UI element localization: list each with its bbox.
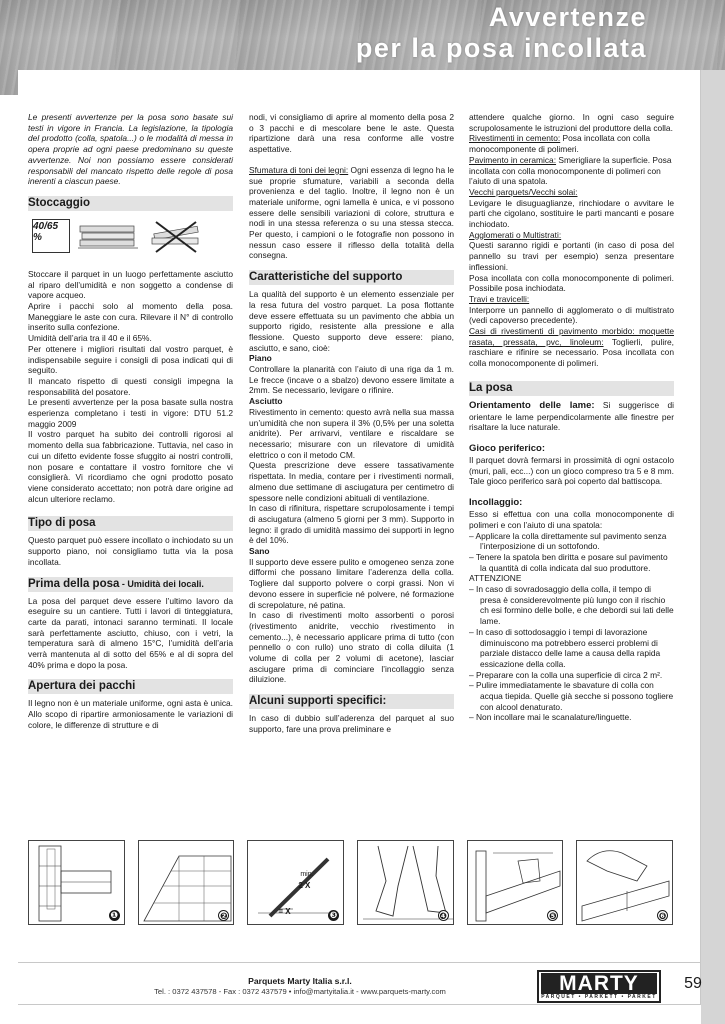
incoll-list bbox=[469, 531, 674, 574]
morbido-text: Toglierli, pulire, raschiare e rifinire se necessario. Posa incollata con colla monocomponente di polimeri. bbox=[469, 336, 674, 369]
label-2x: 2 X bbox=[298, 881, 311, 890]
label-min: min. bbox=[300, 871, 314, 878]
illustrations-row bbox=[28, 840, 673, 925]
marty-logo bbox=[537, 970, 661, 1003]
step-number: ❸ bbox=[329, 910, 338, 920]
prima-heading-sub: - Umidità dei locali. bbox=[119, 578, 204, 589]
tipo-posa-text: Questo parquet può essere incollato o inchiodato su un supporto piano, noi consigliamo tutta via la posa incollata. bbox=[28, 535, 233, 567]
agglom-text: Questi saranno rigidi e portanti (in caso di posa del pannello su travi per esempio) senza presentare inflessioni. bbox=[469, 240, 674, 272]
step-number: ❹ bbox=[439, 911, 447, 921]
illustration-5 bbox=[467, 840, 564, 925]
heading-la-posa: La posa bbox=[469, 381, 674, 396]
col3-p1: attendere qualche giorno. In ogni caso seguire scrupolosamente le istruzioni del produttore della colla. bbox=[469, 112, 674, 133]
sano-p2: In caso di rivestimenti molto assorbenti o porosi (rivestimento anidrite, vecchio rivestimento in cemento...), è necessario applicare prima di tutto (con pennello o con rullo) uno strato di colla diluita (1 volume di colla per 2 volumi di acetone), lasciar asciugare prima di cominciare l’incollaggio senza diluizione. bbox=[249, 610, 454, 685]
sano-label: Sano bbox=[249, 546, 270, 557]
orient-paragraph bbox=[469, 400, 674, 433]
gioco-label: Gioco periferico: bbox=[469, 442, 546, 454]
step-number: ❻ bbox=[658, 911, 667, 921]
list-item: – Pulire immediatamente le sbavature di colla con acqua tiepida. Quelle già secche si possono togliere con alcool denaturato. bbox=[469, 680, 674, 712]
stoccaggio-p5: Il mancato rispetto di questi consigli impegna la responsabilità del posatore. bbox=[28, 375, 233, 397]
col2-p1: nodi, vi consigliamo di aprire al momento della posa 2 o 3 pacchi e di mescolare bene le aste. Questa ripartizione darà una resa conforme alle vostre aspettative. bbox=[249, 112, 454, 155]
side-strip bbox=[701, 70, 725, 1024]
list-item: – Applicare la colla direttamente sul pavimento senza l’interposizione di un sottofondo. bbox=[469, 531, 674, 552]
label-x: = X bbox=[278, 907, 291, 916]
agglom-label: Agglomerati o Multistrati: bbox=[469, 229, 562, 240]
column-3 bbox=[469, 112, 674, 723]
step-number: ❶ bbox=[110, 910, 118, 920]
humidity-badge: 40/65 % bbox=[32, 219, 70, 253]
heading-stoccaggio: Stoccaggio bbox=[28, 196, 233, 211]
list-item: – Non incollare mai le scanalature/linguette. bbox=[469, 712, 674, 723]
page-title bbox=[356, 2, 647, 64]
illustration-4 bbox=[357, 840, 454, 925]
illustration-2 bbox=[138, 840, 235, 925]
humidity-icon bbox=[28, 219, 70, 255]
title-line-1: Avvertenze bbox=[488, 2, 647, 32]
apertura-text: Il legno non è un materiale uniforme, ogni asta è unica. Allo scopo di ripartire armoniosamente le variazioni di colore, le differenze di strutture e di bbox=[28, 698, 233, 730]
storage-icons bbox=[28, 217, 233, 257]
gioco-text: Il parquet dovrà fermarsi in prossimità di ogni ostacolo (muri, pali, ecc...) con un gioco compreso tra 5 e 8 mm. Tale gioco periferico sarà poi coperto dal battiscopa. bbox=[469, 454, 674, 487]
orient-label: Orientamento delle lame: bbox=[469, 399, 595, 411]
cemento-text: Posa incollata con colla monocomponente di polimeri. bbox=[469, 133, 651, 155]
ceramica-paragraph bbox=[469, 155, 674, 187]
travi-text: Interporre un pannello di agglomerato o di multistrato (vedi capoverso precedente). bbox=[469, 304, 674, 326]
list-item: – Preparare con la colla una superficie di circa 2 m². bbox=[469, 670, 674, 681]
no-stacking-icon bbox=[146, 220, 206, 254]
sfumatura-label: Sfumatura di toni dei legni: bbox=[249, 164, 349, 175]
travi-label: Travi e travicelli: bbox=[469, 293, 530, 304]
attenzione-list bbox=[469, 584, 674, 723]
asciutto-p3: In caso di rifinitura, rispettare scrupolosamente i tempi di asciugatura (almeno 5 giorni per 3 mm). Supporto in legno: il grado di umidità massimo dei supporti in legno è del 10%. bbox=[249, 503, 454, 546]
stacked-boxes-icon bbox=[78, 220, 138, 254]
heading-caratteristiche: Caratteristiche del supporto bbox=[249, 270, 454, 285]
stoccaggio-p3: Umidità dell’aria tra il 40 e il 65%. bbox=[28, 333, 152, 344]
ceramica-text: Smerigliare la superficie. Posa incollata con colla monocomponente di polimeri con l’aiuto di una spatola. bbox=[469, 154, 672, 187]
illustration-6 bbox=[576, 840, 673, 925]
heading-apertura-pacchi: Apertura dei pacchi bbox=[28, 679, 233, 694]
heading-alcuni-supporti: Alcuni supporti specifici: bbox=[249, 694, 454, 709]
prima-heading-main: Prima della posa bbox=[28, 577, 120, 590]
ceramica-label: Pavimento in ceramica: bbox=[469, 154, 557, 165]
orient-text: Si suggerisce di orientare le lame perpendicolarmente alle finestre per risaltare la luce naturale. bbox=[469, 399, 674, 433]
stoccaggio-p7: Il vostro parquet ha subito dei controlli rigorosi al momento della sua fabbricazione. Tuttavia, nel caso in cui un difetto evidente fosse sfuggito ai nostri controlli, non posare e contattare il vostro fornitore che vi consiglierà. Vi ricordiamo che ogni prodotto posato viene considerato accettato; non potrà dare origine ad alcun ulteriore reclamo. bbox=[28, 429, 233, 504]
heading-prima-posa bbox=[28, 577, 233, 592]
cemento-paragraph bbox=[469, 133, 674, 154]
asciutto-p2: Questa prescrizione deve essere tassativamente rispettata. In media, contare per i rivestimenti normali, almeno due settimane di asciugatura per centimetro di spessore nelle condizioni abituali di ventilazione. bbox=[249, 460, 454, 503]
footer-divider bbox=[18, 962, 701, 963]
stoccaggio-p2: Aprire i pacchi solo al momento della posa. Maneggiare le aste con cura. Rilevare il N° di controllo inserito sulla confezione. bbox=[28, 301, 233, 333]
step-number: ❺ bbox=[549, 911, 557, 921]
list-item: – In caso di sottodosaggio i tempi di lavorazione diminuiscono ma potrebbero esserci problemi di parziale distacco delle lame a causa della rapida essicazione della colla. bbox=[469, 627, 674, 670]
footer-contact: Tel. : 0372 437578 - Fax : 0372 437579 • info@martyitalia.it - www.parquets-marty.com bbox=[154, 987, 446, 996]
stoccaggio-p4: Per ottenere i migliori risultati dal vostro parquet, è indispensabile seguire i consigli di posa indicati qui di seguito. bbox=[28, 343, 233, 376]
asciutto-label: Asciutto bbox=[249, 396, 283, 407]
stoccaggio-p6: Le presenti avvertenze per la posa basate sulla nostra esperienza completano i testi in vigore: DTU 51.2 maggio 2009 bbox=[28, 397, 233, 429]
attenzione-label: ATTENZIONE bbox=[469, 573, 522, 584]
morbido-label: Casi di rivestimenti di pavimento morbido: moquette rasata, pressata, pvc, linoleum: bbox=[469, 326, 674, 347]
cemento-label: Rivestimenti in cemento: bbox=[469, 133, 561, 144]
incoll-text: Esso si effettua con una colla monocomponente di polimeri e con l’aiuto di una spatola: bbox=[469, 509, 674, 530]
column-2 bbox=[249, 112, 454, 735]
morbido-paragraph bbox=[469, 326, 674, 369]
vecchi-text: Levigare le disuguaglianze, rinchiodare o avvitare le parti che cigolano, sostituire le parti mancanti e posare inchiodato. bbox=[469, 197, 674, 230]
logo-tagline: PARQUET • PARKETT • PARKET bbox=[541, 993, 657, 1000]
list-item: – In caso di sovradosaggio della colla, il tempo di presa è considerevolmente più lungo con il rischio ch esi formino delle bolle, e che debordi sui lati delle lame. bbox=[469, 584, 674, 627]
stoccaggio-p1: Stoccare il parquet in un luogo perfettamente asciutto al riparo dell’umidità e non soggetto a condense di vapore acqueo. bbox=[28, 268, 233, 301]
piano-label: Piano bbox=[249, 353, 272, 364]
piano-text: Controllare la planarità con l’aiuto di una riga da 1 m. Le frecce (incave o a sbalzo) devono essere limitate a 2mm. Se necessario, levigare o rifinire. bbox=[249, 364, 454, 396]
page-number: 59 bbox=[684, 975, 702, 992]
incoll-label: Incollaggio: bbox=[469, 497, 523, 509]
caratt-text: La qualità del supporto è un elemento essenziale per la resa futura del vostro parquet. La posa flottante deve essere effettuata su un pavimento che abbia un supporto rigido, resistente alla pressione e alla flessione. Questo supporto deve essere: piano, asciutto, e sano, cioè: bbox=[249, 289, 454, 353]
intro-text: Le presenti avvertenze per la posa sono basate sui testi in vigore in Francia. La legislazione, la tipologia del prodotto (colla, spatola...) o le modalità di messa in opera proprie ad ogni paese predominano su queste avvertenze. Noi non possiamo essere considerati responsabili del mancato rispetto delle regole di posa inerenti a ciascun paese. bbox=[28, 112, 233, 187]
sfumatura-text: Ogni essenza di legno ha le sue proprie sfumature, variabili a seconda della provenienza e del taglio. Inoltre, il legno non è un materiale uniforme, ogni lamella è unica, e vi possono essere delle sensibili variazioni di colore, struttura e nodi in una stessa referenza o su una stessa stecca. Per questo, i campioni o le fotografie non possono in nessun caso essere il riflesso della totalità della consegna. bbox=[249, 164, 454, 261]
alcuni-text: In caso di dubbio sull’aderenza del parquet al suo supporto, fare una prova preliminare e bbox=[249, 713, 454, 734]
logo-wordmark: MARTY bbox=[541, 973, 657, 994]
sfumatura-paragraph bbox=[249, 165, 454, 261]
step-number: ❷ bbox=[220, 911, 228, 921]
list-item: – Tenere la spatola ben diritta e posare sul pavimento la quantità di colla indicata dal suo produttore. bbox=[469, 552, 674, 573]
asciutto-p1: Rivestimento in cemento: questo avrà nella sua massa un’umidità che non supera il 3% (0,5% per una soletta anidrite). Per arrivarvi, ventilare e riscaldare se necessario; misurare con un rilevatore di umidità elettrico o con il metodo CM. bbox=[249, 406, 454, 460]
footer-company: Parquets Marty Italia s.r.l. bbox=[248, 976, 352, 986]
vecchi-label: Vecchi parquets/Vecchi solai: bbox=[469, 186, 578, 197]
title-line-2: per la posa incollata bbox=[355, 33, 647, 63]
heading-tipo-posa: Tipo di posa bbox=[28, 516, 233, 531]
sano-p1: Il supporto deve essere pulito e omogeneo senza zone difformi che possano limitare l’aderenza della colla. Togliere dal supporto polvere o corpi grassi. Non vi devono essere in superficie né polvere, né formazione di screpolature, né patina. bbox=[249, 556, 454, 610]
agglom-text-2: Posa incollata con colla monocomponente di polimeri. Possibile posa inchiodata. bbox=[469, 272, 674, 294]
prima-posa-text: La posa del parquet deve essere l’ultimo lavoro da eseguire su un cantiere. Tutti i lavori di tinteggiatura, carte da parati, intonaci saranno terminati. Il locale sarà perfettamente asciutto, chiuso, con i vetri, la temperatura sarà di almeno 15°C, l’umidità dell’aria verrà mantenuta al di sotto del 65% e al di sopra del 40% prima e dopo la posa. bbox=[28, 595, 233, 670]
column-1 bbox=[28, 112, 233, 731]
illustration-1 bbox=[28, 840, 125, 925]
illustration-3 bbox=[247, 840, 344, 925]
